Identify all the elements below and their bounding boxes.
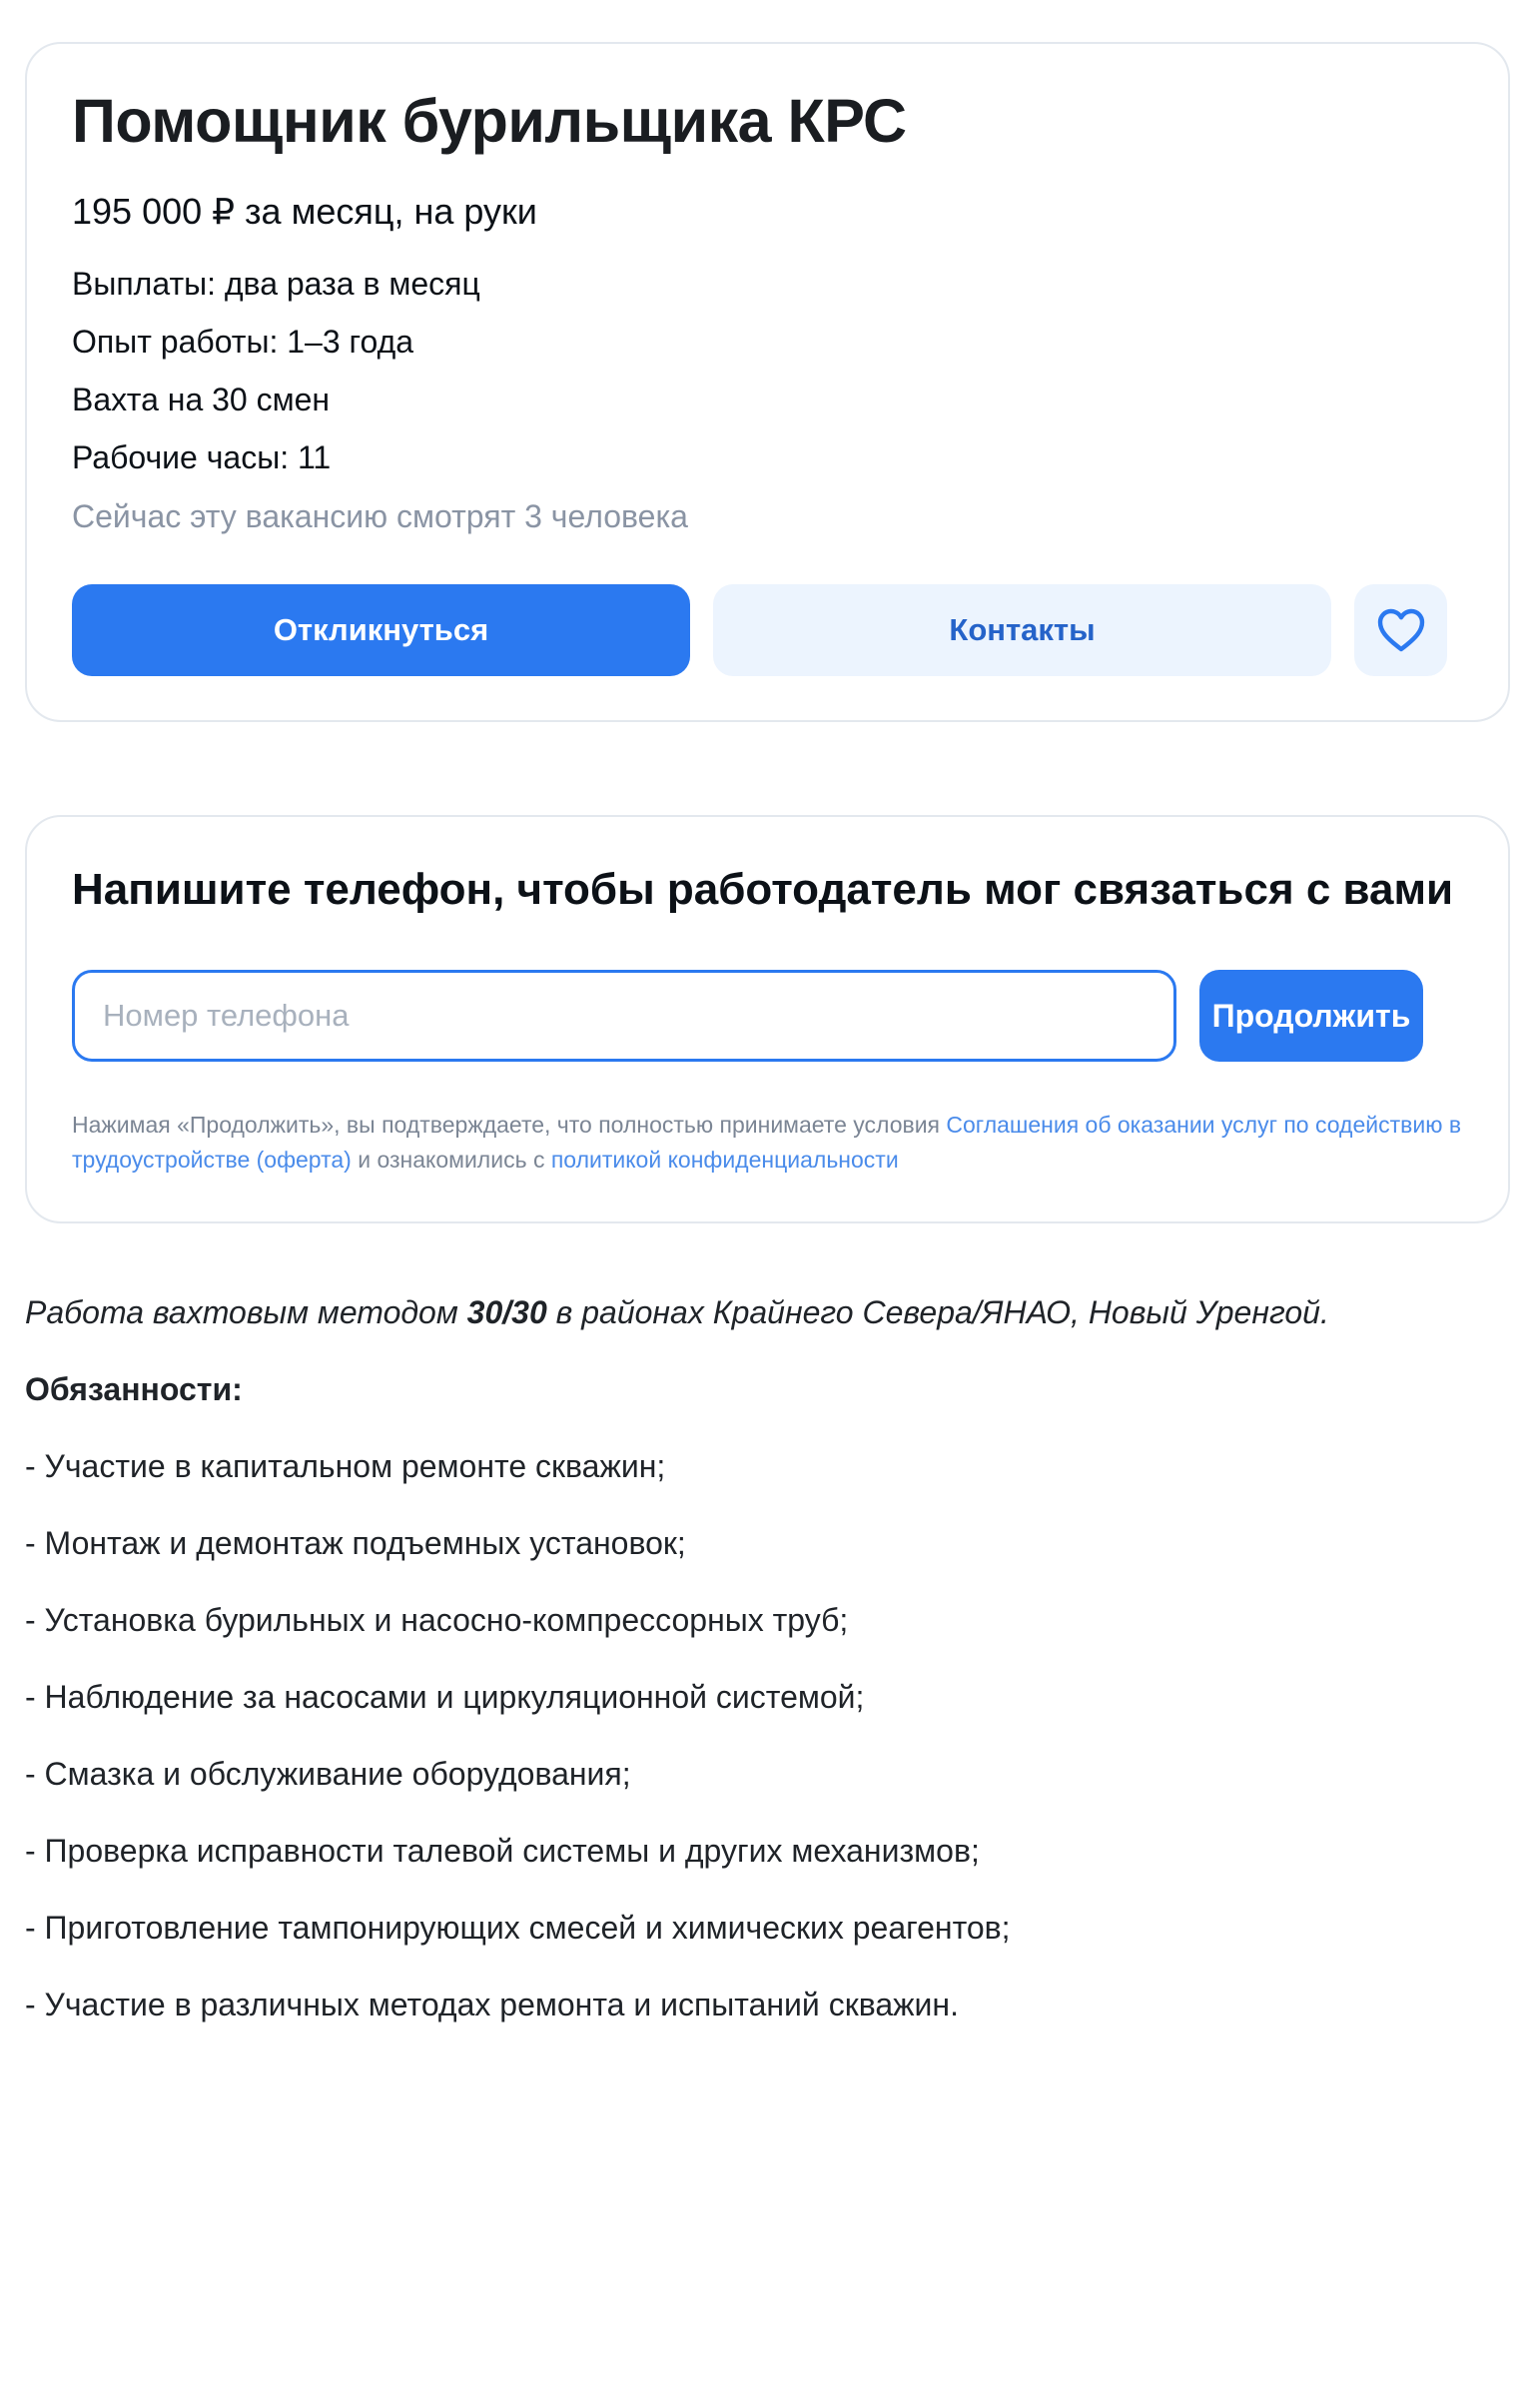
- duty-item: - Монтаж и демонтаж подъемных установок;: [25, 1525, 686, 1561]
- vacancy-card: [25, 42, 1510, 722]
- duty-item: - Наблюдение за насосами и циркуляционной системой;: [25, 1679, 865, 1715]
- duty-item: - Установка бурильных и насосно-компрессорных труб;: [25, 1602, 849, 1638]
- offer-link[interactable]: Соглашения об оказании услуг по содействию в трудоустройстве (оферта): [72, 1112, 1462, 1173]
- intro-text-before: Работа вахтовым методом: [25, 1294, 467, 1330]
- duty-item: - Смазка и обслуживание оборудования;: [25, 1756, 631, 1792]
- shift-info: Вахта на 30 смен: [72, 382, 331, 417]
- phone-form-title: Напишите телефон, чтобы работодатель мог связаться с вами: [72, 865, 1454, 914]
- vacancy-title: Помощник бурильщика КРС: [72, 87, 907, 155]
- legal-prefix: Нажимая «Продолжить», вы подтверждаете, что полностью принимаете условия: [72, 1112, 947, 1138]
- intro-text-after: в районах Крайнего Севера/ЯНАО, Новый Уренгой.: [546, 1294, 1329, 1330]
- description-intro: [25, 1292, 1503, 1332]
- duty-item: - Участие в капитальном ремонте скважин;: [25, 1448, 666, 1484]
- legal-notice: [72, 1108, 1490, 1178]
- experience-info: Опыт работы: 1–3 года: [72, 324, 414, 360]
- phone-input[interactable]: [72, 970, 1176, 1062]
- viewers-count: Сейчас эту вакансию смотрят 3 человека: [72, 498, 688, 534]
- hours-info: Рабочие часы: 11: [72, 439, 332, 475]
- vacancy-salary: 195 000 ₽ за месяц, на руки: [72, 191, 537, 232]
- legal-middle: и ознакомились с: [351, 1147, 551, 1173]
- vacancy-description: [25, 1292, 1503, 2061]
- duty-item: - Участие в различных методах ремонта и испытаний скважин.: [25, 1987, 959, 2022]
- phone-form-card: [25, 815, 1510, 1223]
- continue-button[interactable]: Продолжить: [1199, 970, 1423, 1062]
- duty-item: - Проверка исправности талевой системы и других механизмов;: [25, 1833, 980, 1869]
- duties-heading: Обязанности:: [25, 1371, 243, 1407]
- heart-icon: [1377, 608, 1425, 652]
- respond-button[interactable]: Откликнуться: [72, 584, 690, 676]
- favorite-button[interactable]: [1354, 584, 1447, 676]
- privacy-link[interactable]: политикой конфиденциальности: [550, 1147, 899, 1173]
- payments-info: Выплаты: два раза в месяц: [72, 266, 480, 302]
- intro-bold: 30/30: [466, 1294, 547, 1330]
- duty-item: - Приготовление тампонирующих смесей и химических реагентов;: [25, 1910, 1011, 1946]
- contacts-button[interactable]: Контакты: [713, 584, 1331, 676]
